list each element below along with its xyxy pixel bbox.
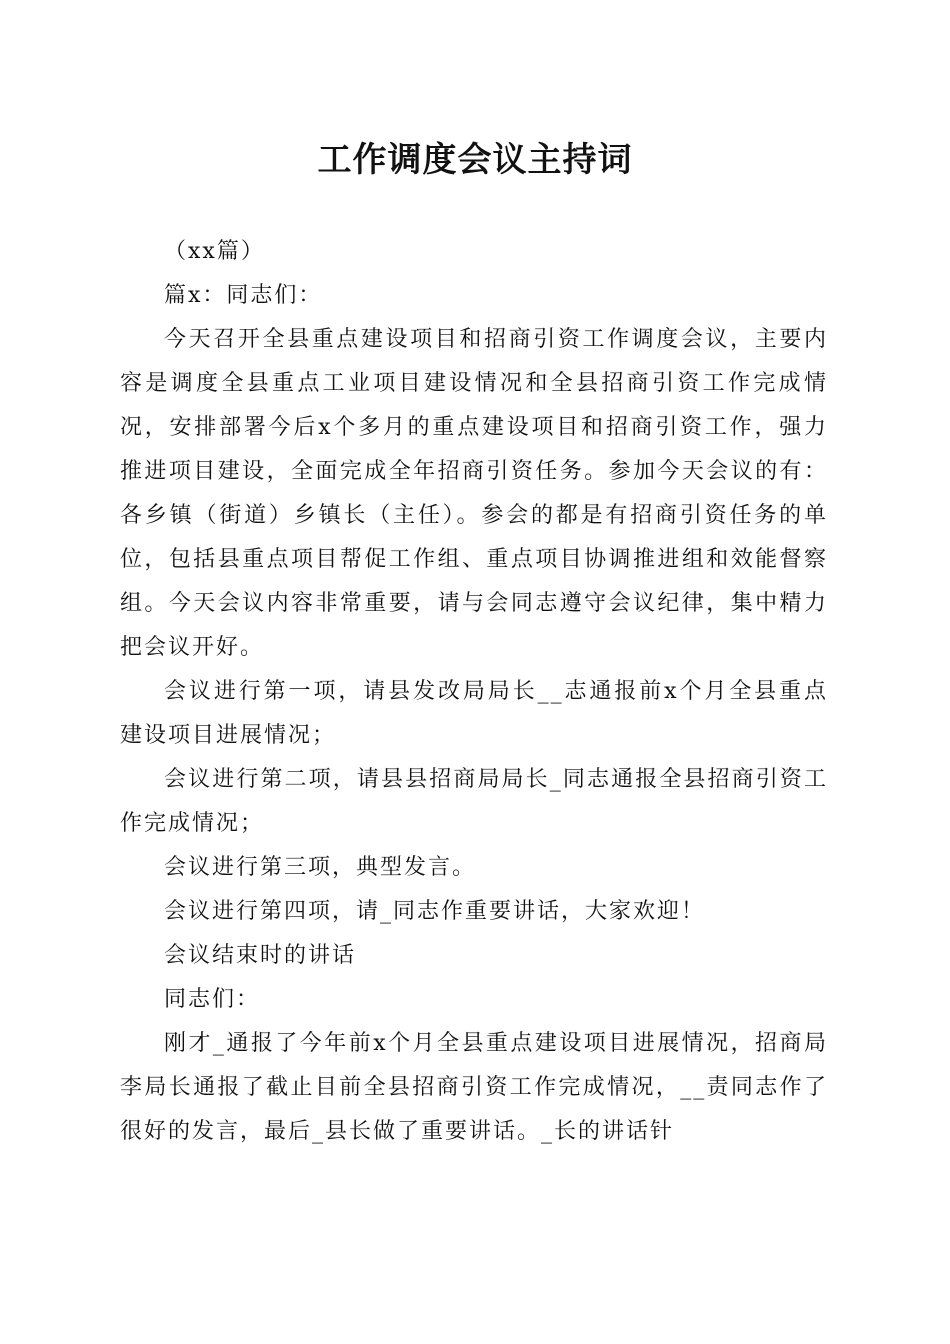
paragraph-item-two: 会议进行第二项，请县县招商局局长_同志通报全县招商引资工作完成情况； — [120, 767, 828, 836]
paragraph-opening: 今天召开全县重点建设项目和招商引资工作调度会议，主要内容是调度全县重点工业项目建设情况和全县招商引资工作完成情况，安排部署今后x个多月的重点建设项目和招商引资工作，强力推进项目建设，全面完成全年招商引资任务。参加今天会议的有：各乡镇（街道）乡镇长（主任）。参会的都是有招商引资任务的单位，包括县重点项目帮促工作组、重点项目协调推进组和效能督察组。今天会议内容非常重要，请与会同志遵守会议纪律，集中精力把会议开好。 — [120, 327, 828, 660]
paragraph-item-four: 会议进行第四项，请_同志作重要讲话，大家欢迎！ — [164, 899, 706, 924]
paragraph-item-one: 会议进行第一项，请县发改局局长__志通报前x个月全县重点建设项目进展情况； — [120, 679, 828, 748]
paragraph-item-three: 会议进行第三项，典型发言。 — [164, 855, 477, 880]
paragraph-salutation: 篇x：同志们： — [164, 283, 323, 308]
paragraph-subtitle: （xx篇） — [164, 239, 265, 264]
document-body — [120, 230, 828, 1154]
paragraph-closing-salutation: 同志们： — [164, 987, 261, 1012]
page-title: 工作调度会议主持词 — [317, 140, 633, 180]
paragraph-closing-speech: 刚才_通报了今年前x个月全县重点建设项目进展情况，招商局李局长通报了截止目前全县招商引资工作完成情况，__责同志作了很好的发言，最后_县长做了重要讲话。_长的讲话针 — [120, 1031, 828, 1144]
paragraph-closing-heading: 会议结束时的讲话 — [164, 943, 357, 968]
